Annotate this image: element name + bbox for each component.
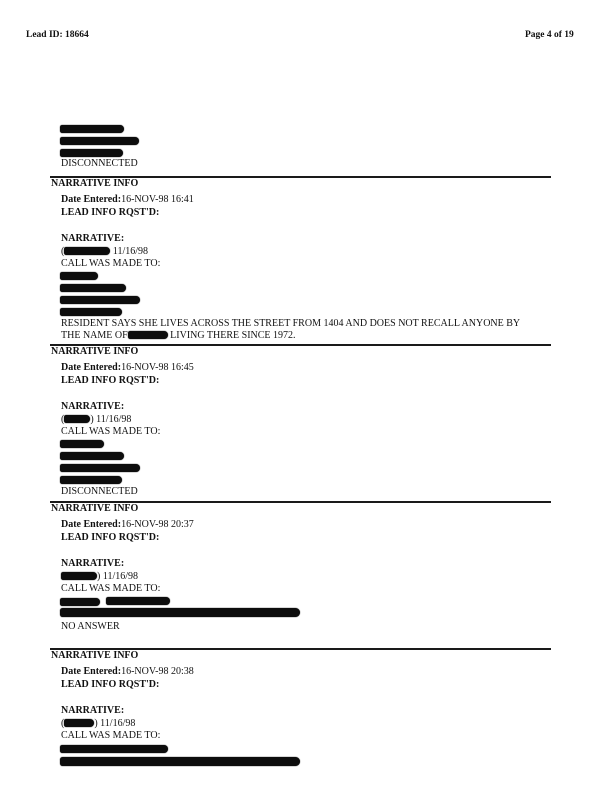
lead-info-label: LEAD INFO RQST'D:: [61, 679, 160, 690]
narrative-date-line: [61, 414, 131, 426]
lead-info-label: LEAD INFO RQST'D:: [61, 207, 160, 218]
redaction-bar: [60, 296, 140, 304]
body-text-post: LIVING THERE SINCE 1972.: [167, 330, 296, 341]
redaction-bar: [61, 572, 97, 580]
redaction-bar: [60, 452, 124, 460]
date-entered: [61, 194, 194, 206]
call-result: NO ANSWER: [61, 621, 120, 632]
redaction-bar: [60, 598, 100, 606]
redaction-bar: [64, 719, 94, 727]
body-text-pre: THE NAME OF: [61, 330, 128, 341]
narrative-date: ) 11/16/98: [90, 414, 132, 425]
redaction-bar: [60, 284, 126, 292]
narrative-date: ) 11/16/98: [94, 718, 136, 729]
call-made-text: CALL WAS MADE TO:: [61, 258, 161, 269]
redaction-bar: [64, 415, 90, 423]
date-entered-value: 16-NOV-98 16:45: [121, 362, 194, 373]
date-entered-value: 16-NOV-98 16:41: [121, 194, 194, 205]
date-entered-label: Date Entered:: [61, 362, 122, 373]
call-made-text: CALL WAS MADE TO:: [61, 583, 161, 594]
narrative-label: NARRATIVE:: [61, 705, 125, 716]
redaction-bar: [60, 308, 122, 316]
redaction-bar: [60, 608, 300, 617]
date-entered-value: 16-NOV-98 20:38: [121, 666, 194, 677]
date-entered: [61, 362, 194, 374]
redaction-bar: [60, 272, 98, 280]
call-result: DISCONNECTED: [61, 486, 138, 497]
narrative-date-line: [61, 571, 138, 583]
narrative-label: NARRATIVE:: [61, 233, 125, 244]
narrative-date: ) 11/16/98: [97, 571, 139, 582]
open-paren: (: [61, 414, 65, 425]
narrative-label: NARRATIVE:: [61, 401, 125, 412]
redaction-bar: [60, 464, 140, 472]
redaction-bar: [60, 745, 168, 753]
narrative-body-line: RESIDENT SAYS SHE LIVES ACROSS THE STREET FROM 1404 AND DOES NOT RECALL ANYONE BY: [61, 318, 521, 329]
redaction-bar: [60, 149, 123, 157]
call-made-text: CALL WAS MADE TO:: [61, 426, 161, 437]
date-entered-label: Date Entered:: [61, 666, 122, 677]
section-title: NARRATIVE INFO: [51, 346, 139, 357]
date-entered-label: Date Entered:: [61, 519, 122, 530]
narrative-date-line: [61, 718, 135, 730]
redaction-bar: [60, 476, 122, 484]
narrative-date-line: [61, 246, 148, 258]
redaction-bar: [106, 597, 170, 605]
section-title: NARRATIVE INFO: [51, 650, 139, 661]
narrative-body-line: [61, 330, 296, 342]
lead-info-label: LEAD INFO RQST'D:: [61, 375, 160, 386]
status-text: DISCONNECTED: [61, 158, 138, 169]
lead-info-label: LEAD INFO RQST'D:: [61, 532, 160, 543]
redaction-bar: [60, 125, 124, 133]
open-paren: (: [61, 718, 65, 729]
redaction-bar: [60, 440, 104, 448]
date-entered-label: Date Entered:: [61, 194, 122, 205]
date-entered: [61, 519, 194, 531]
narrative-date: 11/16/98: [110, 246, 149, 257]
redaction-bar: [60, 137, 139, 145]
section-title: NARRATIVE INFO: [51, 178, 139, 189]
redaction-bar: [60, 757, 300, 766]
section-title: NARRATIVE INFO: [51, 503, 139, 514]
date-entered: [61, 666, 194, 678]
open-paren: (: [61, 246, 65, 257]
redaction-bar: [128, 331, 168, 339]
lead-id: Lead ID: 18664: [26, 30, 89, 40]
date-entered-value: 16-NOV-98 20:37: [121, 519, 194, 530]
redaction-bar: [64, 247, 110, 255]
page-number: Page 4 of 19: [525, 30, 574, 40]
call-made-text: CALL WAS MADE TO:: [61, 730, 161, 741]
narrative-label: NARRATIVE:: [61, 558, 125, 569]
